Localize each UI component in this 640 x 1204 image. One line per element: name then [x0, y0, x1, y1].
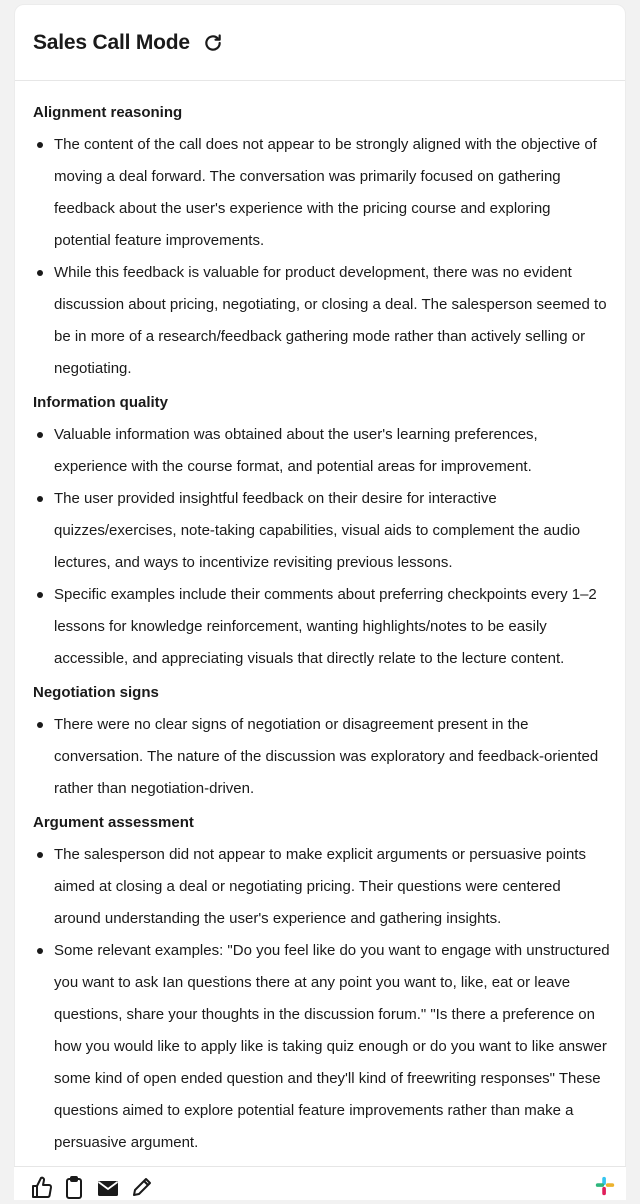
list-item: Specific examples include their comments about preferring checkpoints every 1–2 lessons for knowledge reinforcement, wanting highlights/notes to be easily accessible, and appreciating visuals that directly relate to the lecture content. — [33, 579, 611, 675]
clipboard-icon[interactable] — [62, 1175, 86, 1199]
action-toolbar — [14, 1166, 626, 1200]
card-header — [15, 5, 625, 81]
bullet-list — [33, 129, 611, 385]
slack-icon[interactable] — [594, 1175, 618, 1199]
list-item: While this feedback is valuable for product development, there was no evident discussion about pricing, negotiating, or closing a deal. The salesperson seemed to be in more of a research/feedback gathering mode rather than actively selling or negotiating. — [33, 257, 611, 385]
list-item: Valuable information was obtained about the user's learning preferences, experience with the course format, and potential areas for improvement. — [33, 419, 611, 483]
list-item: There were no clear signs of negotiation or disagreement present in the conversation. The nature of the discussion was exploratory and feedback-oriented rather than negotiation-driven. — [33, 709, 611, 805]
refresh-icon[interactable] — [202, 32, 224, 54]
section-heading: Alignment reasoning — [33, 104, 183, 121]
analysis-content — [15, 81, 625, 1159]
section-heading: Information quality — [33, 394, 168, 411]
thumbs-up-icon[interactable] — [30, 1175, 54, 1199]
sales-call-card — [14, 4, 626, 1200]
list-item: Some relevant examples: "Do you feel like do you want to engage with unstructured you want to ask Ian questions there at any point you want to, like, eat or leave questions, share your thoughts in the discussion forum." "Is there a preference on how you would like to apply like is taking quiz enough or do you want to like answer some kind of open ended question and they'll kind of freewriting responses" These questions aimed to explore potential feature improvements rather than make a persuasive argument. — [33, 935, 611, 1159]
section-heading: Negotiation signs — [33, 684, 159, 701]
list-item: The user provided insightful feedback on their desire for interactive quizzes/exercises, note-taking capabilities, visual aids to complement the audio lectures, and ways to incentivize revisiting previous lessons. — [33, 483, 611, 579]
section-argument-assessment — [33, 809, 611, 1159]
bullet-list — [33, 839, 611, 1159]
bullet-list — [33, 419, 611, 675]
bullet-list — [33, 709, 611, 805]
section-heading: Argument assessment — [33, 814, 194, 831]
section-negotiation-signs — [33, 679, 611, 805]
section-alignment-reasoning — [33, 99, 611, 385]
page-title: Sales Call Mode — [33, 30, 190, 54]
email-icon[interactable] — [96, 1175, 120, 1199]
list-item: The salesperson did not appear to make explicit arguments or persuasive points aimed at closing a deal or negotiating pricing. Their questions were centered around understanding the user's experience and gathering insights. — [33, 839, 611, 935]
list-item: The content of the call does not appear to be strongly aligned with the objective of moving a deal forward. The conversation was primarily focused on gathering feedback about the user's experience with the pricing course and exploring potential feature improvements. — [33, 129, 611, 257]
pencil-icon[interactable] — [130, 1175, 154, 1199]
section-information-quality — [33, 389, 611, 675]
